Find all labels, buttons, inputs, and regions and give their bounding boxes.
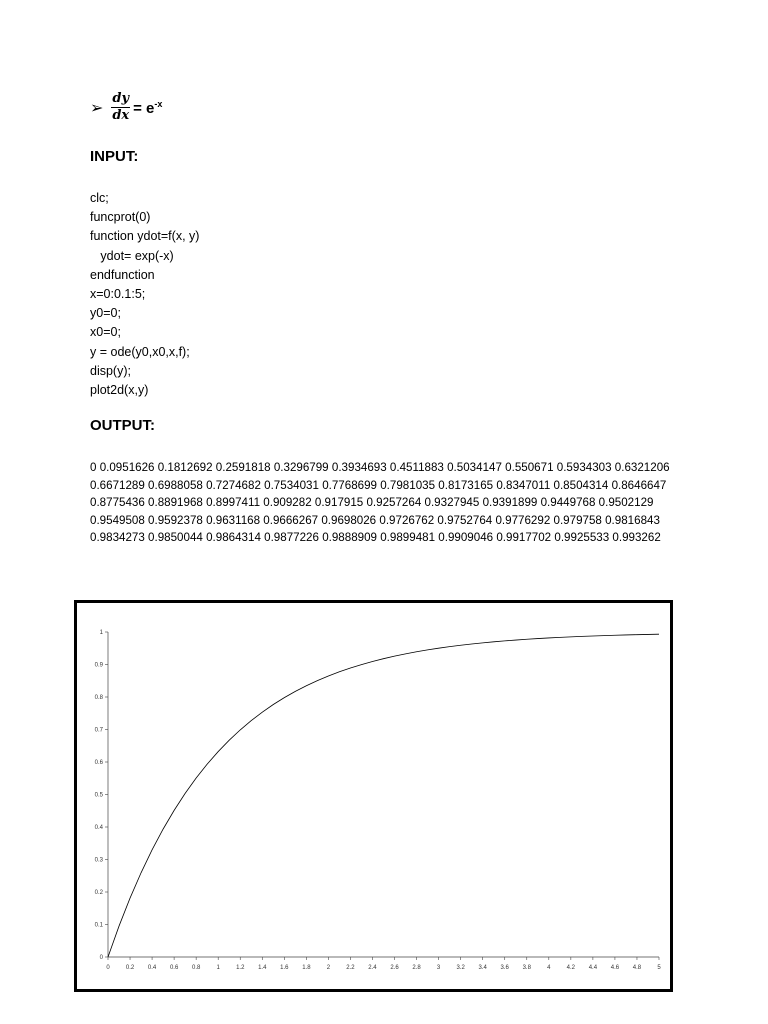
output-value: 0.8347011 <box>496 478 551 492</box>
x-tick-label: 2.6 <box>390 965 399 971</box>
fraction-denominator: dx <box>112 108 130 123</box>
output-value: 0.9449768 <box>540 496 596 509</box>
output-value: 0.9698026 <box>321 513 377 527</box>
output-value: 0.9666267 <box>263 513 319 527</box>
x-tick-label: 5 <box>657 965 661 971</box>
output-value: 0.9864314 <box>206 531 261 544</box>
code-line: clc; <box>90 191 109 205</box>
output-value: 0.9834273 <box>90 531 145 544</box>
y-tick-label: 0.6 <box>94 760 103 766</box>
y-tick-label: 0 <box>99 955 103 961</box>
x-tick-label: 0.6 <box>169 965 179 971</box>
output-value: 0.9257264 <box>366 496 422 509</box>
output-value: 0.9776292 <box>495 513 551 527</box>
output-value: 0.6671289 <box>90 478 145 492</box>
output-value: 0.993262 <box>612 531 661 544</box>
y-tick-label: 0.8 <box>94 695 103 701</box>
output-value: 0.0951626 <box>99 461 155 474</box>
output-value: 0.550671 <box>505 461 554 474</box>
x-tick-label: 3.6 <box>500 965 509 971</box>
x-tick-label: 4.6 <box>610 965 620 971</box>
x-tick-label: 4.2 <box>566 965 576 971</box>
y-tick-label: 0.5 <box>94 792 103 799</box>
output-value: 0.8775436 <box>90 496 145 509</box>
output-value: 0.9327945 <box>424 496 480 509</box>
output-value: 0.6321206 <box>614 461 670 474</box>
x-tick-label: 1.8 <box>302 965 311 971</box>
output-value: 0.917915 <box>314 496 364 509</box>
output-value: 0.3296799 <box>273 461 329 474</box>
y-tick-label: 0.1 <box>94 922 103 929</box>
code-line: funcprot(0) <box>90 210 151 225</box>
output-value: 0.9391899 <box>482 496 538 509</box>
x-tick-label: 2.2 <box>346 965 355 971</box>
output-value: 0.8891968 <box>148 496 203 509</box>
code-block <box>90 189 199 400</box>
y-tick-label: 0.3 <box>94 857 103 864</box>
code-line: plot2d(x,y) <box>90 383 149 398</box>
input-heading: INPUT: <box>90 148 139 165</box>
x-tick-label: 0 <box>106 965 110 971</box>
x-tick-label: 3 <box>436 965 441 971</box>
output-value: 0.9899481 <box>380 531 436 544</box>
x-tick-label: 1.4 <box>258 965 267 971</box>
output-value: 0.9631168 <box>206 513 261 527</box>
code-line: endfunction <box>90 267 155 282</box>
output-value: 0.7534031 <box>264 478 319 492</box>
output-value: 0.9726762 <box>379 513 435 527</box>
output-value: 0.9850044 <box>148 531 203 544</box>
code-line: x=0:0.1:5; <box>90 287 146 302</box>
output-value: 0.979758 <box>553 513 602 527</box>
output-value: 0.7274682 <box>206 478 261 492</box>
rhs-exponent: -x <box>154 98 163 109</box>
output-value: 0.9888909 <box>322 531 377 544</box>
x-tick-label: 3.4 <box>478 965 487 971</box>
output-value: 0.9592378 <box>148 513 203 527</box>
x-tick-label: 4 <box>547 965 551 971</box>
output-value: 0.2591818 <box>215 461 271 474</box>
code-line: disp(y); <box>90 363 131 378</box>
equation-rhs <box>133 99 162 117</box>
x-tick-label: 0.8 <box>191 965 201 971</box>
line-chart <box>77 603 670 989</box>
output-value: 0.9549508 <box>90 513 145 527</box>
code-line: x0=0; <box>90 325 121 340</box>
output-value: 0.9816843 <box>605 513 660 527</box>
output-value: 0.7981035 <box>380 478 436 492</box>
x-tick-label: 3.2 <box>456 965 465 971</box>
x-tick-label: 1 <box>216 965 220 971</box>
code-line: y0=0; <box>90 306 121 321</box>
x-tick-label: 4.8 <box>632 965 642 971</box>
x-tick-label: 0.4 <box>147 965 157 971</box>
output-value: 0 <box>90 461 97 474</box>
output-value: 0.5934303 <box>556 461 612 474</box>
code-line: y = ode(y0,x0,x,f); <box>90 344 190 359</box>
differential-equation <box>90 92 162 123</box>
code-line: ydot= exp(-x) <box>90 248 174 263</box>
output-value: 0.8646647 <box>611 478 667 492</box>
output-value: 0.7768699 <box>322 478 377 492</box>
x-tick-label: 2.8 <box>412 965 421 971</box>
output-value: 0.8173165 <box>438 478 494 492</box>
y-tick-label: 0.2 <box>94 890 103 896</box>
output-value: 0.9502129 <box>598 496 654 509</box>
output-value: 0.8997411 <box>206 496 261 509</box>
x-tick-label: 0.2 <box>125 965 135 971</box>
arrow-bullet-icon: ➢ <box>90 99 104 117</box>
output-value: 0.6988058 <box>148 478 203 492</box>
output-value: 0.9877226 <box>264 531 319 544</box>
code-line: function ydot=f(x, y) <box>90 229 200 244</box>
fraction-numerator: dy <box>112 91 130 106</box>
y-tick-label: 0.9 <box>94 662 103 669</box>
x-tick-label: 2.4 <box>368 965 377 971</box>
output-heading: OUTPUT: <box>90 417 155 434</box>
plot-frame <box>74 600 673 992</box>
x-tick-label: 4.4 <box>588 965 598 971</box>
output-value: 0.9752764 <box>437 513 493 527</box>
output-value: 0.9917702 <box>496 531 552 544</box>
output-value: 0.5034147 <box>447 461 502 474</box>
x-tick-label: 3.8 <box>522 965 531 971</box>
output-value: 0.909282 <box>263 496 312 509</box>
y-tick-label: 0.7 <box>94 727 103 734</box>
derivative-fraction <box>111 92 130 123</box>
output-value: 0.4511883 <box>389 461 444 474</box>
series-line <box>108 634 659 957</box>
output-value: 0.1812692 <box>157 461 213 474</box>
y-tick-label: 1 <box>99 630 103 636</box>
output-value: 0.9909046 <box>438 531 494 544</box>
output-values <box>90 459 690 547</box>
rhs-base: = e <box>133 99 155 117</box>
output-value: 0.8504314 <box>553 478 609 492</box>
y-tick-label: 0.4 <box>94 825 103 831</box>
output-value: 0.3934693 <box>331 461 387 474</box>
x-tick-label: 1.2 <box>236 965 245 971</box>
x-tick-label: 1.6 <box>280 965 289 971</box>
output-value: 0.9925533 <box>554 531 610 544</box>
x-tick-label: 2 <box>326 965 331 971</box>
